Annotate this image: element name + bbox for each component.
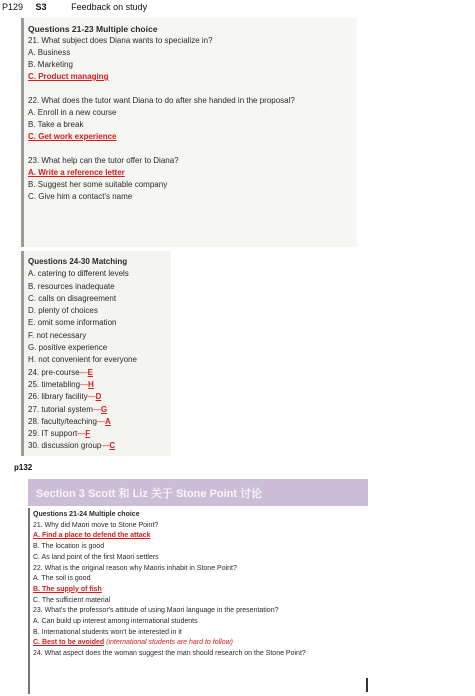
question-21: 21. What subject does Diana wants to specialize in? [28,36,213,45]
answer-question: 28. faculty/teaching [28,416,97,426]
correct-answer: C. Get work experience [28,132,117,141]
matching-option: E. omit some information [28,318,117,328]
option: A. Enroll in a new course [28,108,117,117]
page-label: p132 [14,463,33,472]
answer-question: 29. IT support [28,429,78,439]
answer-letter: C [109,441,116,451]
answer-question: 24. pre-course [28,367,80,377]
answer-letter: F [85,429,91,439]
page-header [2,2,147,12]
banner-text: Section 3 Scott 和 Liz 关于 Stone Point 讨论 [36,487,263,500]
option: B. Suggest her some suitable company [28,180,168,189]
question-22: 22. What does the tutor want Diana to do after she handed in the proposal? [28,96,295,105]
answer-question: 27. tutorial system [28,404,93,414]
answer-letter: A [104,416,111,426]
answer-question: 26. library facility [28,392,88,402]
option: C. As land point of the first Maori settlers [33,553,159,561]
option: C. The sufficient material [33,596,111,604]
option: B. The location is good [33,543,105,551]
answer-row: 24. pre-course—E [28,367,93,377]
page-title: Feedback on study [71,2,148,12]
question-23: 23. What's the professor's attitude of using Maori language in the presentation? [33,607,279,615]
option: C. Give him a contact's name [28,192,133,201]
option: A. Business [28,48,71,57]
answer-row: 25. timetabling—H [28,379,94,389]
page-number: P129 [2,2,24,12]
text-cursor [366,678,368,692]
correct-answer: A. Write a reference letter [28,168,125,177]
answer-letter: H [88,379,94,389]
answer-letter: D [95,392,102,402]
correct-answer: A. Find a place to defend the attack [33,532,151,540]
answer-note: (international students are hard to follow) [106,639,233,647]
matching-option: G. positive experience [28,343,108,353]
matching-option: H. not convenient for everyone [28,355,137,365]
section-banner [28,479,368,506]
answer-letter: E [87,367,93,377]
answer-question: 25. timetabling [28,379,81,389]
answer-question: 30. discussion group [28,441,102,451]
matching-option: C. calls on disagreement [28,293,117,303]
section-label: S3 [35,2,47,12]
option: A. Can build up interest among international students [33,618,198,626]
questions-24-30-block [21,251,171,456]
correct-answer: C. Best to be avoided [33,639,105,647]
matching-option: F. not necessary [28,330,87,340]
option: B. International students won't be interested in it [33,628,182,636]
answer-letter: G [100,404,108,414]
block-heading: Questions 21-23 Multiple choice [28,24,158,34]
matching-option: B. resources inadequate [28,281,115,291]
option: B. Take a break [28,120,84,129]
question-23: 23. What help can the tutor offer to Diana? [28,156,179,165]
matching-option: A. catering to different levels [28,269,129,279]
answer-row: 27. tutorial system—G [28,404,108,414]
answer-row: 26. library facility—D [28,392,102,402]
questions-21-24-block [28,508,368,694]
block-heading: Questions 21-24 Multiple choice [33,511,140,518]
questions-21-23-block [21,18,357,247]
option: B. Marketing [28,60,73,69]
question-24: 24. What aspect does the woman suggest the man should research on the Stone Point? [33,650,306,658]
correct-answer: C. Product managing [28,72,109,81]
option: A. The soil is good [33,575,91,583]
question-22: 22. What is the original reason why Maoris inhabit in Stone Point? [33,564,237,572]
correct-answer: B. The supply of fish [33,585,102,593]
block-heading: Questions 24-30 Matching [28,257,128,266]
matching-option: D. plenty of choices [28,306,98,316]
answer-row: 29. IT support—F [28,429,91,439]
answer-row: 30. discussion group—C [28,441,116,451]
question-21: 21. Why did Maori move to Stone Point? [33,521,159,529]
answer-row: 28. faculty/teaching—A [28,416,111,426]
